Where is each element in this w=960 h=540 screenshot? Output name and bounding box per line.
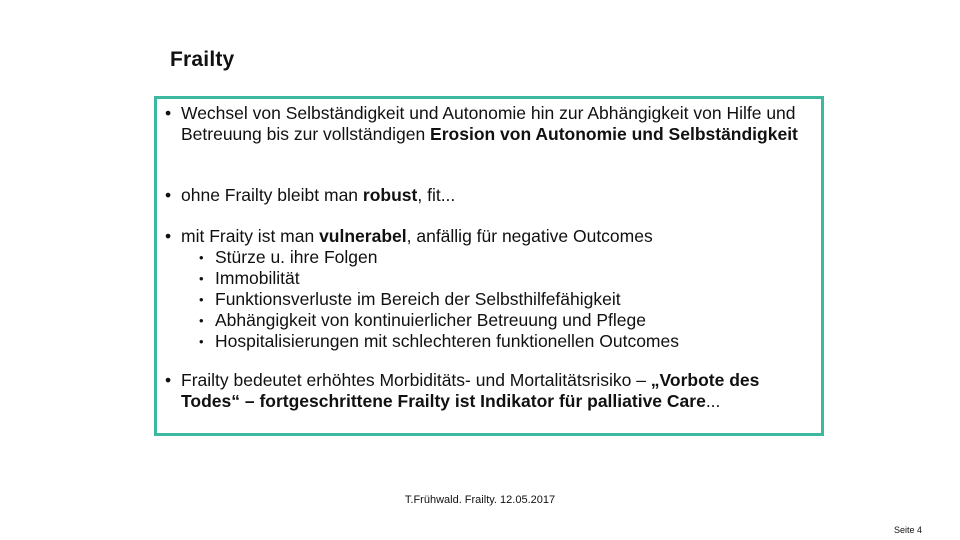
list-item: • Abhängigkeit von kontinuierlicher Betreuung und Pflege — [199, 310, 646, 330]
bullet-emphasis: Erosion von Autonomie und Selbständigkeit — [430, 124, 798, 144]
bullet-icon: • — [199, 292, 204, 307]
bullet-icon: • — [165, 226, 172, 246]
list-item: • Stürze u. ihre Folgen — [199, 247, 378, 267]
slide-title: Frailty — [170, 48, 235, 71]
bullet-icon: • — [199, 250, 204, 265]
bullet-icon: • — [199, 313, 204, 328]
bullet-icon: • — [165, 103, 172, 123]
list-item: • Immobilität — [199, 268, 300, 288]
bullet-icon: • — [165, 370, 172, 390]
bullet-text: mit Fraity ist man vulnerabel, anfällig für negative Outcomes — [181, 226, 653, 246]
list-item: • Funktionsverluste im Bereich der Selbsthilfefähigkeit — [199, 289, 621, 309]
page-number: Seite 4 — [893, 525, 922, 535]
slide-footer: T.Frühwald. Frailty. 12.05.2017 — [404, 494, 556, 506]
bullet-icon: • — [165, 185, 172, 205]
bullet-text: ohne Frailty bleibt man robust, fit... — [181, 185, 456, 205]
bullet-emphasis: robust — [362, 185, 418, 205]
bullet-emphasis: vulnerabel — [319, 226, 407, 246]
bullet-text: Wechsel von Selbständigkeit und Autonomie hin zur Abhängigkeit von Hilfe und Betreuung bis zur vollständigen Erosion von Autonomie und Selbständigkeit — [181, 103, 798, 144]
list-item: • Hospitalisierungen mit schlechteren funktionellen Outcomes — [199, 331, 679, 351]
bullet-mortality — [165, 370, 815, 412]
bullet-icon: • — [199, 271, 204, 286]
bullet-icon: • — [199, 334, 204, 349]
content-box — [154, 96, 824, 436]
bullet-vulnerabel — [165, 226, 815, 352]
bullet-emphasis: „Vorbote des Todes“ – fortgeschrittene Frailty ist Indikator für palliative Care — [181, 370, 760, 411]
bullet-robust — [165, 185, 815, 206]
bullet-erosion — [165, 103, 815, 145]
bullet-text: Frailty bedeutet erhöhtes Morbiditäts- und Mortalitätsrisiko – „Vorbote des Todes“ – fortgeschrittene Frailty ist Indikator für palliative Care... — [181, 370, 760, 411]
outcomes-list — [165, 247, 815, 352]
